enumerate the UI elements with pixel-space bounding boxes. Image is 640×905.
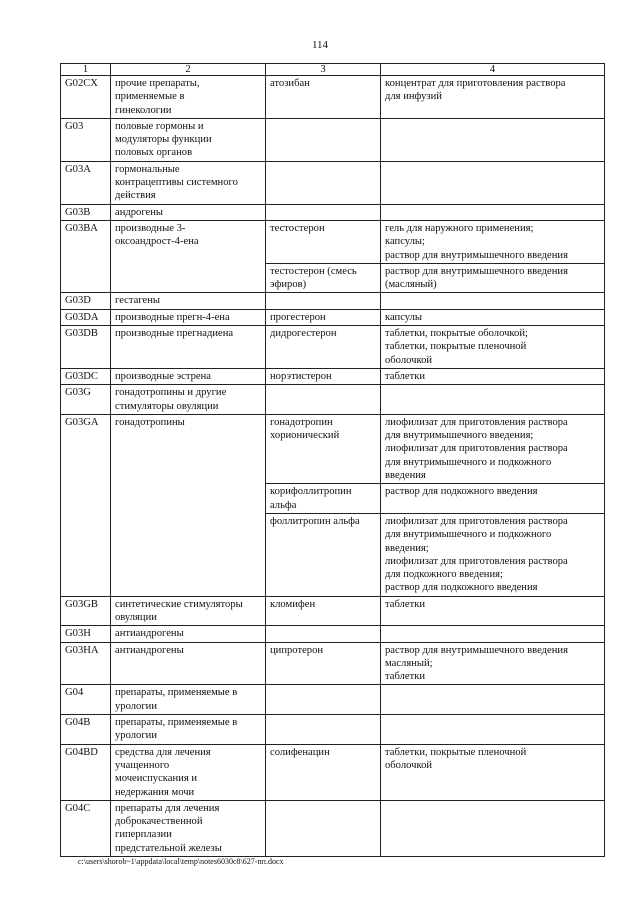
drug-name-cell	[266, 626, 381, 642]
atc-group-cell: препараты, применяемые в урологии	[111, 685, 266, 715]
atc-code-cell: G03BA	[61, 220, 111, 292]
atc-group-cell: средства для лечения учащенного мочеиспускания и недержания мочи	[111, 744, 266, 800]
table-row	[61, 326, 605, 369]
atc-code-cell: G03H	[61, 626, 111, 642]
dosage-form-cell	[381, 204, 605, 220]
drug-name-cell: солифенацин	[266, 744, 381, 800]
drug-name-cell: прогестерон	[266, 309, 381, 325]
dosage-form-cell	[381, 118, 605, 161]
atc-code-cell: G04BD	[61, 744, 111, 800]
table-row	[61, 414, 605, 483]
drug-name-cell: дидрогестерон	[266, 326, 381, 369]
table-row	[61, 76, 605, 119]
drug-name-cell: ципротерон	[266, 642, 381, 685]
drug-name-cell	[266, 204, 381, 220]
atc-group-cell: гормональные контрацептивы системного действия	[111, 161, 266, 204]
atc-code-cell: G03D	[61, 293, 111, 309]
table-row	[61, 309, 605, 325]
drug-name-cell	[266, 118, 381, 161]
column-header: 4	[381, 64, 605, 76]
dosage-form-cell: таблетки	[381, 596, 605, 626]
table-row	[61, 685, 605, 715]
drug-name-cell: фоллитропин альфа	[266, 513, 381, 596]
dosage-form-cell	[381, 685, 605, 715]
table-row	[61, 220, 605, 263]
table-row	[61, 368, 605, 384]
page-number: 114	[311, 39, 329, 51]
atc-code-cell: G03B	[61, 204, 111, 220]
drug-name-cell: гонадотропин хорионический	[266, 414, 381, 483]
drug-name-cell: тестостерон	[266, 220, 381, 263]
table-row	[61, 596, 605, 626]
drug-name-cell	[266, 800, 381, 856]
table-body	[61, 76, 605, 857]
atc-code-cell: G03DC	[61, 368, 111, 384]
drug-name-cell	[266, 385, 381, 415]
drug-name-cell	[266, 293, 381, 309]
table-row	[61, 642, 605, 685]
dosage-form-cell	[381, 715, 605, 745]
atc-group-cell: производные прегнадиена	[111, 326, 266, 369]
atc-code-cell: G04	[61, 685, 111, 715]
footer-file-path: c:\users\shorob~1\appdata\local\temp\notes6030c8\627-пп.docx	[78, 857, 284, 866]
atc-drug-table	[60, 63, 605, 857]
atc-group-cell: препараты для лечения доброкачественной гиперплазии предстательной железы	[111, 800, 266, 856]
atc-group-cell: производные прегн-4-ена	[111, 309, 266, 325]
atc-group-cell: производные эстрена	[111, 368, 266, 384]
table-row	[61, 385, 605, 415]
drug-name-cell	[266, 161, 381, 204]
atc-code-cell: G04C	[61, 800, 111, 856]
atc-code-cell: G03DB	[61, 326, 111, 369]
column-number-row	[61, 64, 605, 76]
table-row	[61, 118, 605, 161]
table-row	[61, 626, 605, 642]
column-header: 1	[61, 64, 111, 76]
dosage-form-cell: таблетки, покрытые пленочной оболочкой	[381, 744, 605, 800]
dosage-form-cell: концентрат для приготовления раствора для инфузий	[381, 76, 605, 119]
atc-group-cell: препараты, применяемые в урологии	[111, 715, 266, 745]
table-row	[61, 161, 605, 204]
atc-code-cell: G03DA	[61, 309, 111, 325]
drug-name-cell: норэтистерон	[266, 368, 381, 384]
table-row	[61, 293, 605, 309]
column-header: 2	[111, 64, 266, 76]
atc-code-cell: G03GA	[61, 414, 111, 596]
atc-code-cell: G03GB	[61, 596, 111, 626]
dosage-form-cell: раствор для подкожного введения	[381, 484, 605, 514]
atc-group-cell: прочие препараты, применяемые в гинекологии	[111, 76, 266, 119]
table-row	[61, 204, 605, 220]
atc-code-cell: G03G	[61, 385, 111, 415]
atc-code-cell: G03HA	[61, 642, 111, 685]
drug-name-cell: корифоллитропин альфа	[266, 484, 381, 514]
dosage-form-cell: раствор для внутримышечного введения (масляный)	[381, 263, 605, 293]
dosage-form-cell: раствор для внутримышечного введения масляный; таблетки	[381, 642, 605, 685]
atc-code-cell: G02CX	[61, 76, 111, 119]
atc-code-cell: G03A	[61, 161, 111, 204]
dosage-form-cell: капсулы	[381, 309, 605, 325]
dosage-form-cell	[381, 293, 605, 309]
atc-group-cell: производные 3- оксоандрост-4-ена	[111, 220, 266, 292]
atc-group-cell: антиандрогены	[111, 626, 266, 642]
dosage-form-cell: таблетки, покрытые оболочкой; таблетки, покрытые пленочной оболочкой	[381, 326, 605, 369]
dosage-form-cell: лиофилизат для приготовления раствора для внутримышечного и подкожного введения; лиофилизат для приготовления раствора для подкожного введения; раствор для подкожного введения	[381, 513, 605, 596]
table-row	[61, 800, 605, 856]
atc-group-cell: андрогены	[111, 204, 266, 220]
dosage-form-cell: лиофилизат для приготовления раствора для внутримышечного введения; лиофилизат для приготовления раствора для внутримышечного и подкожного введения	[381, 414, 605, 483]
dosage-form-cell: гель для наружного применения; капсулы; раствор для внутримышечного введения	[381, 220, 605, 263]
drug-name-cell	[266, 715, 381, 745]
dosage-form-cell	[381, 385, 605, 415]
atc-group-cell: антиандрогены	[111, 642, 266, 685]
drug-name-cell: тестостерон (смесь эфиров)	[266, 263, 381, 293]
atc-group-cell: гонадотропины и другие стимуляторы овуляции	[111, 385, 266, 415]
atc-group-cell: гестагены	[111, 293, 266, 309]
atc-group-cell: гонадотропины	[111, 414, 266, 596]
atc-group-cell: синтетические стимуляторы овуляции	[111, 596, 266, 626]
drug-name-cell: атозибан	[266, 76, 381, 119]
atc-code-cell: G03	[61, 118, 111, 161]
dosage-form-cell	[381, 161, 605, 204]
drug-name-cell: кломифен	[266, 596, 381, 626]
drug-name-cell	[266, 685, 381, 715]
dosage-form-cell	[381, 800, 605, 856]
dosage-form-cell: таблетки	[381, 368, 605, 384]
atc-group-cell: половые гормоны и модуляторы функции половых органов	[111, 118, 266, 161]
column-header: 3	[266, 64, 381, 76]
table-row	[61, 744, 605, 800]
dosage-form-cell	[381, 626, 605, 642]
table-row	[61, 715, 605, 745]
atc-code-cell: G04B	[61, 715, 111, 745]
